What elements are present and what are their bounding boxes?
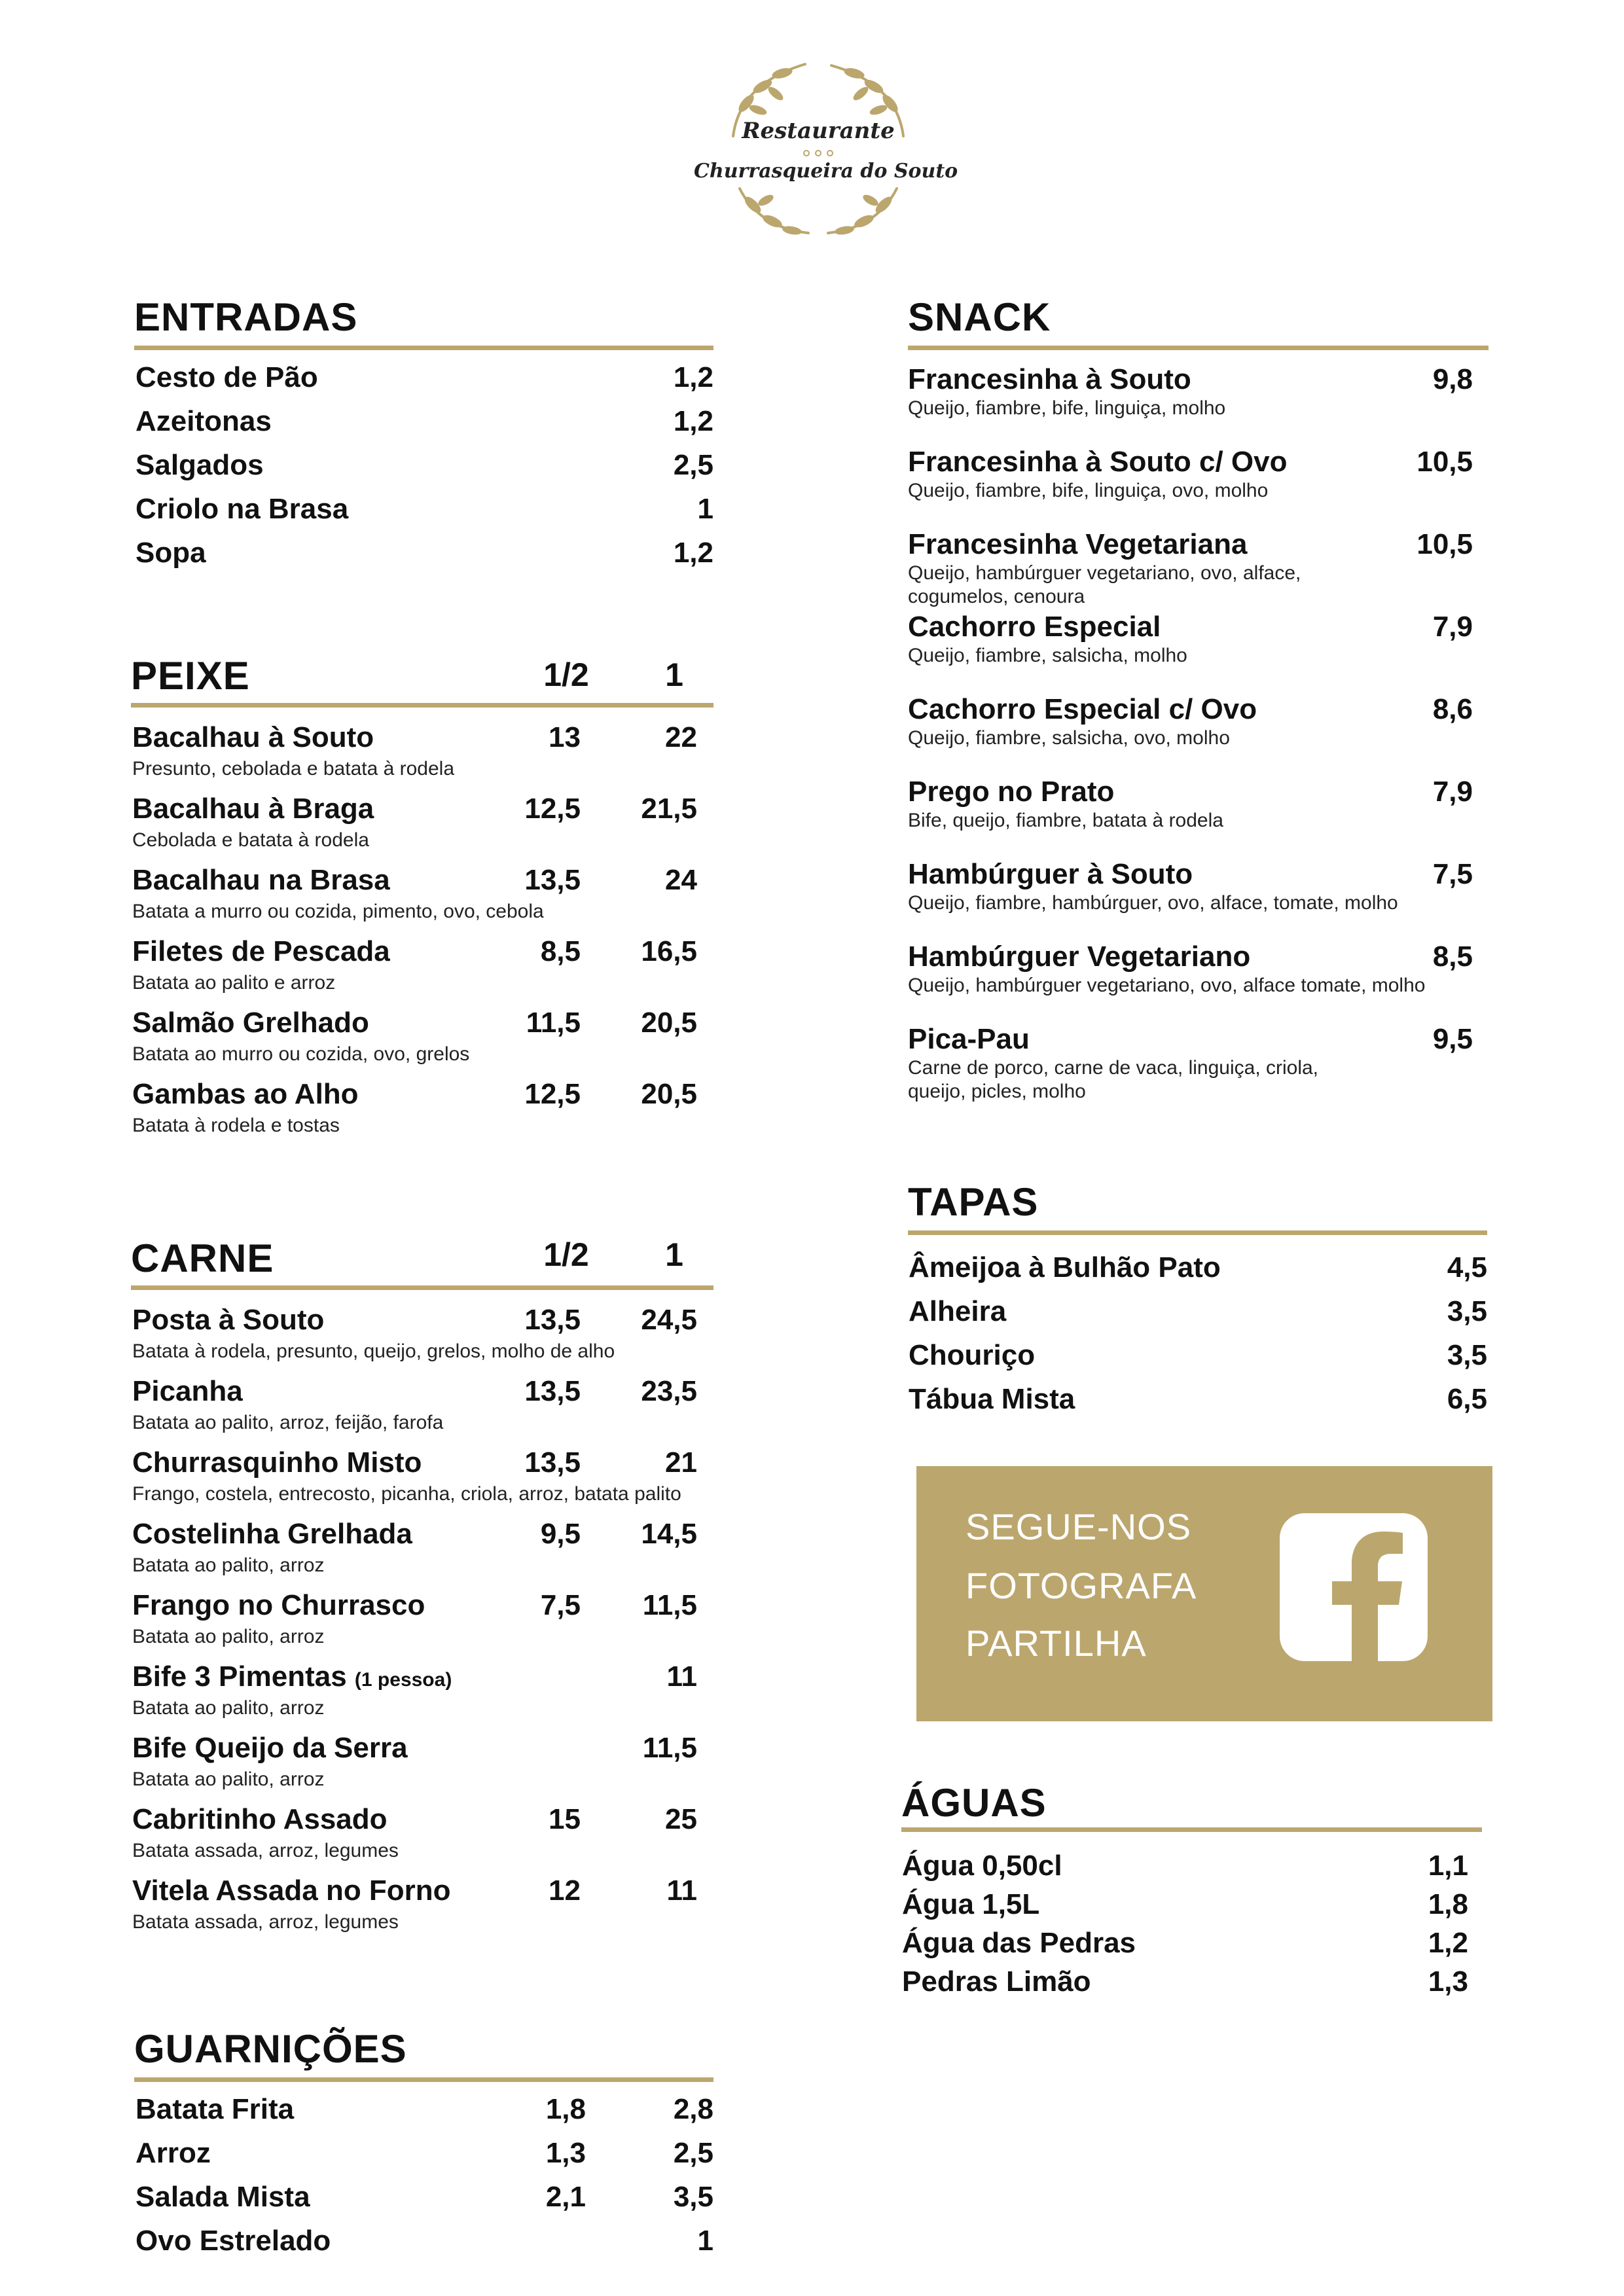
carne-item-name-text: Posta à Souto (132, 1304, 325, 1336)
snack-item-name: Hambúrguer Vegetariano (908, 941, 1251, 973)
carne-item (132, 1589, 697, 1655)
snack-item (908, 611, 1473, 689)
carne-item-name-text: Costelinha Grelhada (132, 1518, 412, 1550)
peixe-item-name-text: Bacalhau à Braga (132, 793, 374, 825)
carne-price-full: 21 (665, 1446, 697, 1479)
carne-item-name-text: Churrasquinho Misto (132, 1446, 422, 1479)
guarnicoes-item-name (135, 2093, 294, 2126)
snack-item-name: Francesinha Vegetariana (908, 528, 1248, 560)
guarnicoes-item-name (135, 2181, 310, 2214)
entradas-item (135, 493, 713, 532)
social-text-partilha[interactable]: PARTILHA (965, 1623, 1147, 1664)
carne-item-name (132, 1446, 422, 1479)
carne-item-desc: Batata ao palito, arroz, feijão, farofa (132, 1412, 444, 1433)
guarnicoes-item-name (135, 2137, 211, 2170)
peixe-item-name-text: Gambas ao Alho (132, 1078, 359, 1110)
entradas-item-price: 1,2 (673, 537, 713, 569)
carne-item-name-text: Frango no Churrasco (132, 1589, 425, 1621)
carne-item (132, 1874, 697, 1940)
aguas-title: ÁGUAS (901, 1781, 1047, 1825)
social-follow-box (916, 1466, 1492, 1721)
peixe-item-name (132, 1007, 369, 1039)
peixe-item-name (132, 1078, 359, 1111)
snack-item-price: 10,5 (1416, 446, 1473, 478)
tapas-title: TAPAS (908, 1180, 1039, 1224)
carne-item-desc: Frango, costela, entrecosto, picanha, criola, arroz, batata palito (132, 1483, 681, 1505)
guarnicoes-price-full: 3,5 (673, 2181, 713, 2213)
carne-item (132, 1375, 697, 1441)
carne-divider (131, 1285, 713, 1290)
carne-price-full: 14,5 (641, 1518, 697, 1550)
aguas-item-price: 1,8 (1428, 1888, 1468, 1920)
guarnicoes-price-half: 1,3 (545, 2137, 586, 2169)
carne-item (132, 1304, 697, 1369)
snack-item-name: Cachorro Especial (908, 611, 1161, 643)
laurel-wreath-icon (694, 58, 958, 241)
snack-item-desc-2: cogumelos, cenoura (908, 586, 1085, 607)
carne-item-name (132, 1518, 412, 1551)
peixe-item (132, 935, 697, 1001)
logo-text-name: Churrasqueira do Souto (694, 160, 958, 183)
carne-item (132, 1446, 697, 1512)
peixe-price-half: 13,5 (524, 864, 581, 896)
peixe-item-name-text: Bacalhau à Souto (132, 721, 374, 753)
snack-item (908, 528, 1473, 607)
carne-item-name (132, 1874, 451, 1907)
guarnicoes-item-name-text: Salada Mista (135, 2181, 310, 2213)
carne-item-name-text: Cabritinho Assado (132, 1803, 388, 1835)
carne-price-half: 13,5 (524, 1446, 581, 1479)
entradas-item-name: Criolo na Brasa (135, 493, 349, 525)
carne-price-half: 13,5 (524, 1375, 581, 1407)
peixe-price-half: 12,5 (524, 793, 581, 825)
tapas-item-name: Tábua Mista (909, 1383, 1075, 1415)
snack-title: SNACK (908, 295, 1051, 339)
snack-item (908, 693, 1473, 772)
entradas-divider (134, 346, 713, 350)
peixe-price-full: 20,5 (641, 1007, 697, 1039)
snack-item-desc: Queijo, fiambre, bife, linguiça, molho (908, 397, 1226, 419)
peixe-title: PEIXE (131, 654, 250, 698)
carne-item-note: (1 pessoa) (354, 1669, 452, 1691)
snack-divider (908, 346, 1489, 350)
aguas-item-price: 1,1 (1428, 1850, 1468, 1882)
snack-item-name: Hambúrguer à Souto (908, 858, 1193, 890)
aguas-item-name: Pedras Limão (902, 1965, 1091, 1998)
peixe-col-half: 1/2 (543, 656, 589, 693)
peixe-item-name (132, 721, 374, 754)
snack-item-price: 8,6 (1432, 693, 1473, 725)
entradas-item (135, 405, 713, 444)
snack-item-desc: Carne de porco, carne de vaca, linguiça, criola, (908, 1057, 1319, 1079)
guarnicoes-price-half: 2,1 (545, 2181, 586, 2213)
guarnicoes-item-name-text: Ovo Estrelado (135, 2225, 331, 2257)
peixe-price-half: 12,5 (524, 1078, 581, 1110)
snack-item-desc: Bife, queijo, fiambre, batata à rodela (908, 810, 1223, 831)
guarnicoes-price-full: 2,5 (673, 2137, 713, 2169)
guarnicoes-title: GUARNIÇÕES (134, 2027, 407, 2071)
carne-price-half: 13,5 (524, 1304, 581, 1336)
carne-item-name (132, 1589, 425, 1622)
carne-item-desc: Batata ao palito, arroz (132, 1697, 325, 1719)
aguas-item-name: Água das Pedras (902, 1927, 1136, 1959)
entradas-item-price: 1,2 (673, 361, 713, 393)
snack-item-desc: Queijo, hambúrguer vegetariano, ovo, alface, (908, 562, 1301, 584)
entradas-title: ENTRADAS (134, 295, 358, 339)
snack-item-name: Francesinha à Souto (908, 363, 1191, 395)
guarnicoes-price-full: 2,8 (673, 2093, 713, 2125)
tapas-item (909, 1339, 1487, 1378)
carne-price-half: 12 (549, 1874, 581, 1907)
carne-item-name (132, 1375, 243, 1408)
tapas-item (909, 1251, 1487, 1291)
carne-item-name (132, 1304, 324, 1336)
snack-item-name: Pica-Pau (908, 1023, 1030, 1055)
peixe-item-desc: Presunto, cebolada e batata à rodela (132, 758, 455, 780)
carne-price-full: 25 (665, 1803, 697, 1835)
carne-item (132, 1518, 697, 1583)
logo-text-restaurante: Restaurante (742, 118, 895, 144)
carne-item-name-text: Bife 3 Pimentas (132, 1660, 347, 1693)
snack-item-price: 9,5 (1432, 1023, 1473, 1055)
entradas-item-price: 1 (697, 493, 713, 525)
peixe-item (132, 721, 697, 787)
aguas-item-name: Água 1,5L (902, 1888, 1040, 1920)
carne-item (132, 1660, 697, 1726)
aguas-item (902, 1888, 1468, 1928)
tapas-item-price: 3,5 (1447, 1295, 1487, 1327)
peixe-price-full: 22 (665, 721, 697, 753)
aguas-item (902, 1850, 1468, 1889)
carne-item-name-text: Bife Queijo da Serra (132, 1732, 408, 1764)
carne-price-full: 11 (666, 1660, 697, 1693)
peixe-item (132, 1078, 697, 1143)
peixe-price-full: 21,5 (641, 793, 697, 825)
peixe-col-full: 1 (665, 656, 683, 693)
peixe-item-desc: Batata ao murro ou cozida, ovo, grelos (132, 1043, 470, 1065)
snack-item-price: 9,8 (1432, 363, 1473, 395)
aguas-divider (901, 1827, 1482, 1832)
carne-col-full: 1 (665, 1236, 683, 1273)
entradas-item (135, 449, 713, 488)
aguas-item (902, 1965, 1468, 2005)
guarnicoes-divider (134, 2077, 713, 2082)
snack-item (908, 1023, 1473, 1102)
tapas-divider (908, 1230, 1487, 1235)
guarnicoes-price-full: 1 (697, 2225, 713, 2257)
peixe-item-name (132, 935, 390, 968)
restaurant-logo (694, 58, 958, 241)
tapas-item (909, 1383, 1487, 1422)
carne-col-half: 1/2 (543, 1236, 589, 1273)
peixe-price-full: 16,5 (641, 935, 697, 967)
peixe-item (132, 793, 697, 858)
carne-price-half: 15 (549, 1803, 581, 1835)
peixe-item-desc: Batata a murro ou cozida, pimento, ovo, cebola (132, 901, 544, 922)
aguas-item-name: Água 0,50cl (902, 1850, 1062, 1882)
carne-item (132, 1803, 697, 1869)
snack-item-desc: Queijo, fiambre, hambúrguer, ovo, alface, tomate, molho (908, 892, 1398, 914)
peixe-price-full: 24 (665, 864, 697, 896)
carne-item-desc: Batata assada, arroz, legumes (132, 1911, 399, 1933)
entradas-item-name: Cesto de Pão (135, 361, 318, 393)
peixe-item (132, 1007, 697, 1072)
aguas-item-price: 1,3 (1428, 1965, 1468, 1998)
carne-item (132, 1732, 697, 1797)
carne-item-desc: Batata ao palito, arroz (132, 1768, 325, 1790)
peixe-item-name-text: Filetes de Pescada (132, 935, 390, 967)
snack-item-name: Prego no Prato (908, 776, 1115, 808)
peixe-item-desc: Batata ao palito e arroz (132, 972, 336, 994)
tapas-item (909, 1295, 1487, 1335)
peixe-price-half: 8,5 (540, 935, 581, 967)
peixe-price-half: 11,5 (526, 1007, 581, 1039)
carne-item-desc: Batata ao palito, arroz (132, 1554, 325, 1576)
snack-item-desc: Queijo, fiambre, salsicha, molho (908, 645, 1187, 666)
snack-item (908, 858, 1473, 937)
carne-price-full: 11,5 (642, 1589, 697, 1621)
aguas-item-price: 1,2 (1428, 1927, 1468, 1959)
carne-price-half: 9,5 (540, 1518, 581, 1550)
peixe-divider (131, 703, 713, 708)
peixe-item-name-text: Bacalhau na Brasa (132, 864, 390, 896)
guarnicoes-item-name-text: Batata Frita (135, 2093, 295, 2125)
entradas-item-price: 2,5 (673, 449, 713, 481)
peixe-item-name (132, 793, 374, 825)
carne-item-desc: Batata assada, arroz, legumes (132, 1840, 399, 1861)
guarnicoes-item (135, 2225, 713, 2290)
peixe-price-full: 20,5 (641, 1078, 697, 1110)
peixe-item (132, 864, 697, 929)
snack-item-price: 7,5 (1432, 858, 1473, 890)
tapas-item-name: Âmeijoa à Bulhão Pato (909, 1251, 1221, 1283)
carne-item-name (132, 1803, 388, 1836)
social-text-segue: SEGUE-NOS (965, 1506, 1192, 1547)
snack-item-desc: Queijo, fiambre, bife, linguiça, ovo, molho (908, 480, 1269, 501)
snack-item-name: Francesinha à Souto c/ Ovo (908, 446, 1288, 478)
snack-item-price: 8,5 (1432, 941, 1473, 973)
aguas-item (902, 1927, 1468, 1966)
carne-item-desc: Batata ao palito, arroz (132, 1626, 325, 1647)
carne-price-full: 11,5 (642, 1732, 697, 1764)
peixe-price-half: 13 (549, 721, 581, 753)
tapas-item-price: 4,5 (1447, 1251, 1487, 1283)
carne-item-name-text: Picanha (132, 1375, 243, 1407)
peixe-item-desc: Cebolada e batata à rodela (132, 829, 369, 851)
carne-item-name (132, 1732, 408, 1765)
snack-item (908, 363, 1473, 442)
tapas-item-price: 6,5 (1447, 1383, 1487, 1415)
entradas-item-price: 1,2 (673, 405, 713, 437)
entradas-item-name: Salgados (135, 449, 264, 481)
snack-item-desc: Queijo, hambúrguer vegetariano, ovo, alface tomate, molho (908, 975, 1426, 996)
peixe-item-name (132, 864, 390, 897)
tapas-item-name: Alheira (909, 1295, 1007, 1327)
guarnicoes-item-name-text: Arroz (135, 2137, 211, 2169)
entradas-item (135, 537, 713, 576)
entradas-item-name: Azeitonas (135, 405, 272, 437)
entradas-item-name: Sopa (135, 537, 206, 569)
carne-item-desc: Batata à rodela, presunto, queijo, grelos, molho de alho (132, 1340, 615, 1362)
tapas-item-price: 3,5 (1447, 1339, 1487, 1371)
snack-item-desc: Queijo, fiambre, salsicha, ovo, molho (908, 727, 1230, 749)
snack-item-price: 7,9 (1432, 611, 1473, 643)
carne-title: CARNE (131, 1236, 274, 1280)
snack-item (908, 776, 1473, 854)
entradas-item (135, 361, 713, 401)
tapas-item-name: Chouriço (909, 1339, 1036, 1371)
peixe-item-desc: Batata à rodela e tostas (132, 1115, 340, 1136)
carne-price-full: 11 (666, 1874, 697, 1907)
carne-price-full: 24,5 (641, 1304, 697, 1336)
peixe-item-name-text: Salmão Grelhado (132, 1007, 369, 1039)
snack-item-name: Cachorro Especial c/ Ovo (908, 693, 1257, 725)
facebook-icon[interactable] (1280, 1513, 1428, 1661)
guarnicoes-item-name (135, 2225, 331, 2257)
snack-item-price: 7,9 (1432, 776, 1473, 808)
snack-item-price: 10,5 (1416, 528, 1473, 560)
carne-price-full: 23,5 (641, 1375, 697, 1407)
carne-item-name (132, 1660, 452, 1693)
snack-item (908, 446, 1473, 524)
carne-item-name-text: Vitela Assada no Forno (132, 1874, 451, 1907)
carne-price-half: 7,5 (540, 1589, 581, 1621)
snack-item (908, 941, 1473, 1019)
guarnicoes-price-half: 1,8 (545, 2093, 586, 2125)
snack-item-desc-2: queijo, picles, molho (908, 1081, 1086, 1102)
social-text-fotografa: FOTOGRAFA (965, 1565, 1197, 1606)
